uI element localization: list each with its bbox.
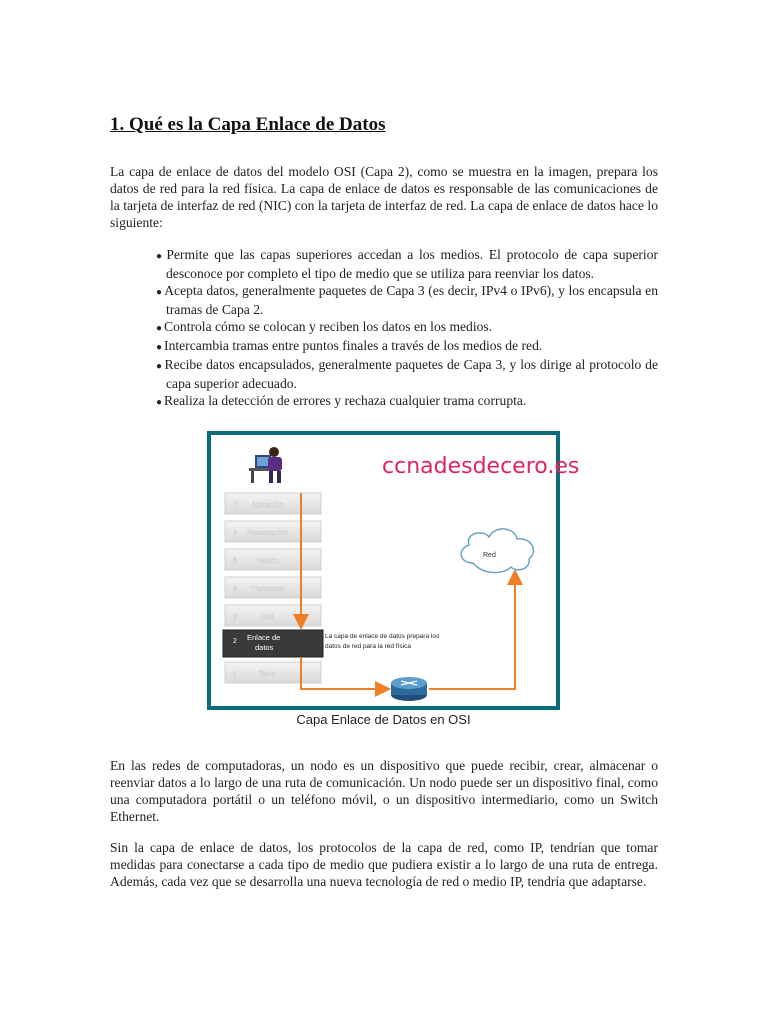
layer-number: 1 (233, 671, 237, 678)
layer-number: 2 (233, 638, 237, 645)
list-item (156, 337, 658, 356)
layer-number: 6 (233, 530, 237, 537)
watermark-text: ccnadesdecero.es (382, 454, 580, 479)
layer-name: física (259, 671, 276, 678)
osi-diagram (211, 435, 580, 706)
osi-layer-4 (225, 577, 321, 598)
figure-note-line2: datos de red para la red física (325, 643, 411, 650)
bullet-icon: ● (156, 397, 163, 408)
list-item-text: Permite que las capas superiores accedan a los medios. El protocolo de capa superior desconoce por completo el tipo de medio que se utiliza para reenviar los datos. (166, 247, 658, 281)
figure-note-line1: La capa de enlace de datos prepara los (325, 633, 440, 640)
layer-name: Presentación (247, 530, 288, 537)
layer-name-line2: datos (255, 643, 274, 652)
osi-layer-3 (225, 605, 321, 626)
list-item (156, 392, 658, 411)
osi-layer-2-active (223, 630, 323, 657)
function-list (146, 246, 658, 411)
osi-layer-1 (225, 662, 321, 683)
osi-layer-7 (225, 493, 321, 514)
layer-name: Transporte (251, 586, 285, 593)
list-item-text: Intercambia tramas entre puntos finales a través de los medios de red. (164, 338, 543, 353)
list-item (156, 318, 658, 337)
layer-name: Sesión (257, 558, 279, 565)
bullet-icon: ● (156, 323, 163, 334)
bullet-icon: ● (156, 361, 163, 372)
layer-name-line1: Enlace de (247, 633, 281, 642)
user-computer-icon (249, 447, 282, 483)
to-network-arrow (429, 577, 515, 689)
figure-caption: Capa Enlace de Datos en OSI (296, 712, 471, 727)
layer-number: 7 (233, 502, 237, 509)
list-item-text: Controla cómo se colocan y reciben los datos en los medios. (164, 319, 493, 334)
section-heading: 1. Qué es la Capa Enlace de Datos (110, 114, 386, 135)
osi-layer-5 (225, 549, 321, 570)
bullet-icon: ● (156, 251, 165, 262)
bullet-icon: ● (156, 287, 163, 298)
list-item (156, 282, 658, 318)
layer-name: Red (261, 614, 274, 621)
layer-name: Aplicación (251, 502, 283, 509)
list-item (156, 356, 658, 392)
node-paragraph: En las redes de computadoras, un nodo es un dispositivo que puede recibir, crear, almacenar o reenviar datos a lo largo de una ruta de comunicación. Un nodo puede ser un dispositivo final, como una computadora portátil o un teléfono móvil, o un dispositivo intermediario, como un Switch Ethernet. (110, 758, 658, 824)
layer-number: 3 (233, 614, 237, 621)
list-item-text: Acepta datos, generalmente paquetes de Capa 3 (es decir, IPv4 o IPv6), y los encapsula en tramas de Capa 2. (164, 283, 658, 317)
osi-layer-6 (225, 521, 321, 542)
router-icon (391, 677, 427, 701)
intro-paragraph: La capa de enlace de datos del modelo OSI (Capa 2), como se muestra en la imagen, prepara los datos de red para la red física. La capa de enlace de datos es responsable de las comunicaciones de la tarjeta de interfaz de red (NIC) con la tarjeta de interfaz de red. La capa de enlace de datos hace lo siguiente: (110, 164, 658, 230)
list-item-text: Recibe datos encapsulados, generalmente paquetes de Capa 3, y los dirige al protocolo de capa superior adecuado. (164, 357, 658, 391)
cloud-icon (461, 529, 533, 573)
cloud-label: Red (483, 552, 496, 559)
layer-number: 5 (233, 558, 237, 565)
figure-canvas (211, 435, 580, 706)
layer-number: 4 (233, 586, 237, 593)
list-item-text: Realiza la detección de errores y rechaza cualquier trama corrupta. (164, 393, 527, 408)
without-layer-paragraph: Sin la capa de enlace de datos, los protocolos de la capa de red, como IP, tendrían que tomar medidas para conectarse a cada tipo de medio que pudiera existir a lo largo de una ruta de entrega. Además, cada vez que se desarrolla una nueva tecnología de red o medio IP, tendría que adaptarse. (110, 840, 658, 889)
bullet-icon: ● (156, 342, 163, 353)
osi-figure (207, 431, 580, 710)
list-item (156, 246, 658, 282)
